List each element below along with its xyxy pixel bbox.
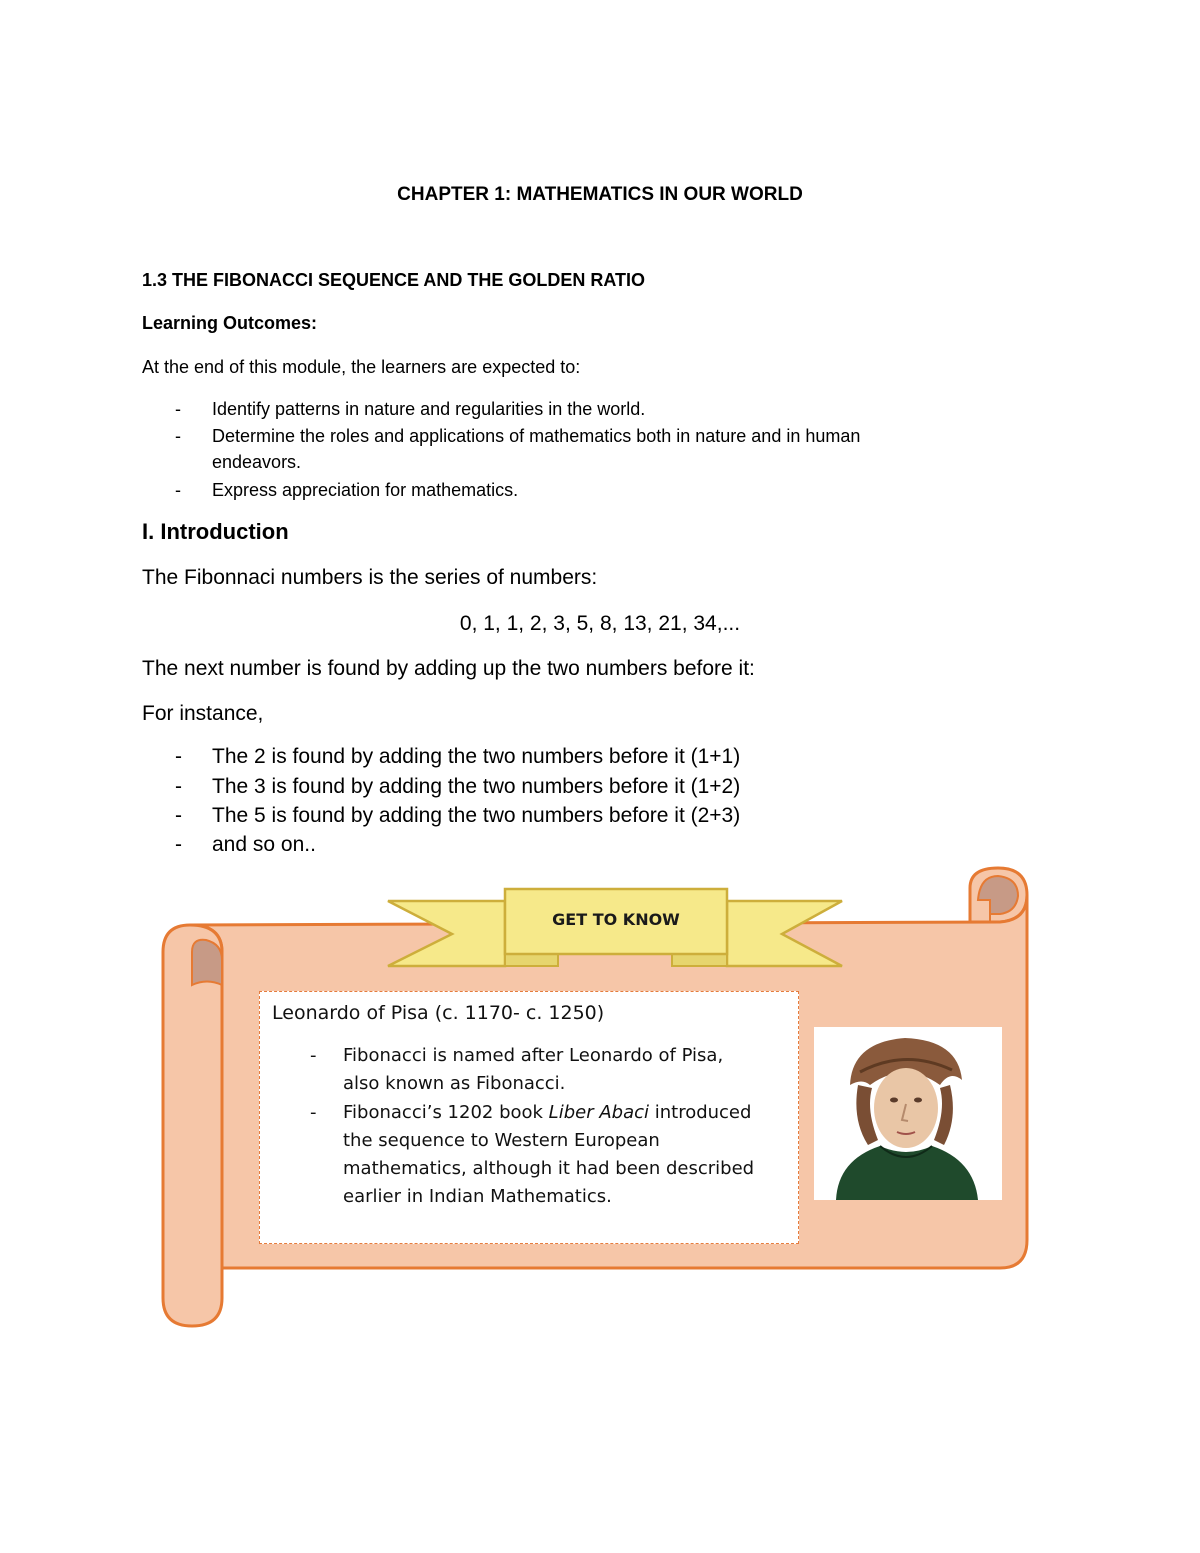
- info-box: [259, 991, 799, 1244]
- info-line: Fibonacci is named after Leonardo of Pisa,: [343, 1045, 724, 1066]
- list-item: Identify patterns in nature and regularities in the world.: [212, 399, 646, 419]
- list-item: The 2 is found by adding the two numbers before it (1+1): [212, 745, 741, 768]
- intro-paragraph: The Fibonnaci numbers is the series of numbers:: [142, 566, 598, 589]
- section-title: 1.3 THE FIBONACCI SEQUENCE AND THE GOLDEN RATIO: [142, 270, 646, 290]
- info-line: also known as Fibonacci.: [343, 1073, 566, 1094]
- list-item: Determine the roles and applications of mathematics both in nature and in human: [212, 426, 861, 446]
- list-item: The 3 is found by adding the two numbers before it (1+2): [212, 775, 741, 798]
- list-bullet: -: [175, 426, 181, 446]
- learning-outcomes-heading: Learning Outcomes:: [142, 313, 318, 333]
- list-bullet: -: [175, 833, 182, 856]
- info-box-title: Leonardo of Pisa (c. 1170- c. 1250): [272, 1002, 605, 1024]
- scroll-curl-shadow-left: [192, 940, 222, 985]
- list-bullet: -: [310, 1102, 317, 1123]
- introduction-heading: I. Introduction: [142, 519, 289, 544]
- info-text: introduced: [649, 1102, 752, 1123]
- list-bullet: -: [175, 399, 181, 419]
- info-line: earlier in Indian Mathematics.: [343, 1186, 612, 1207]
- get-to-know-badge: GET TO KNOW: [552, 909, 680, 929]
- list-item: and so on..: [212, 833, 316, 856]
- list-item-continuation: endeavors.: [212, 452, 302, 472]
- list-bullet: -: [310, 1045, 317, 1066]
- list-bullet: -: [175, 804, 182, 827]
- book-title: Liber Abaci: [548, 1102, 649, 1123]
- list-item: The 5 is found by adding the two numbers before it (2+3): [212, 804, 741, 827]
- info-line: mathematics, although it had been described: [343, 1158, 755, 1179]
- list-bullet: -: [175, 745, 182, 768]
- list-bullet: -: [175, 775, 182, 798]
- info-line: the sequence to Western European: [343, 1130, 660, 1151]
- intro-paragraph: For instance,: [142, 702, 264, 725]
- fibonacci-sequence: 0, 1, 1, 2, 3, 5, 8, 13, 21, 34,...: [459, 612, 741, 635]
- list-bullet: -: [175, 480, 181, 500]
- chapter-title: CHAPTER 1: MATHEMATICS IN OUR WORLD: [397, 184, 803, 205]
- leonardo-portrait-image: [814, 1027, 1002, 1200]
- info-text: Fibonacci’s 1202 book: [343, 1102, 549, 1123]
- list-item: Express appreciation for mathematics.: [212, 480, 519, 500]
- intro-paragraph: The next number is found by adding up the two numbers before it:: [142, 657, 755, 680]
- learning-outcomes-intro: At the end of this module, the learners are expected to:: [142, 357, 581, 377]
- info-line: [343, 1102, 751, 1123]
